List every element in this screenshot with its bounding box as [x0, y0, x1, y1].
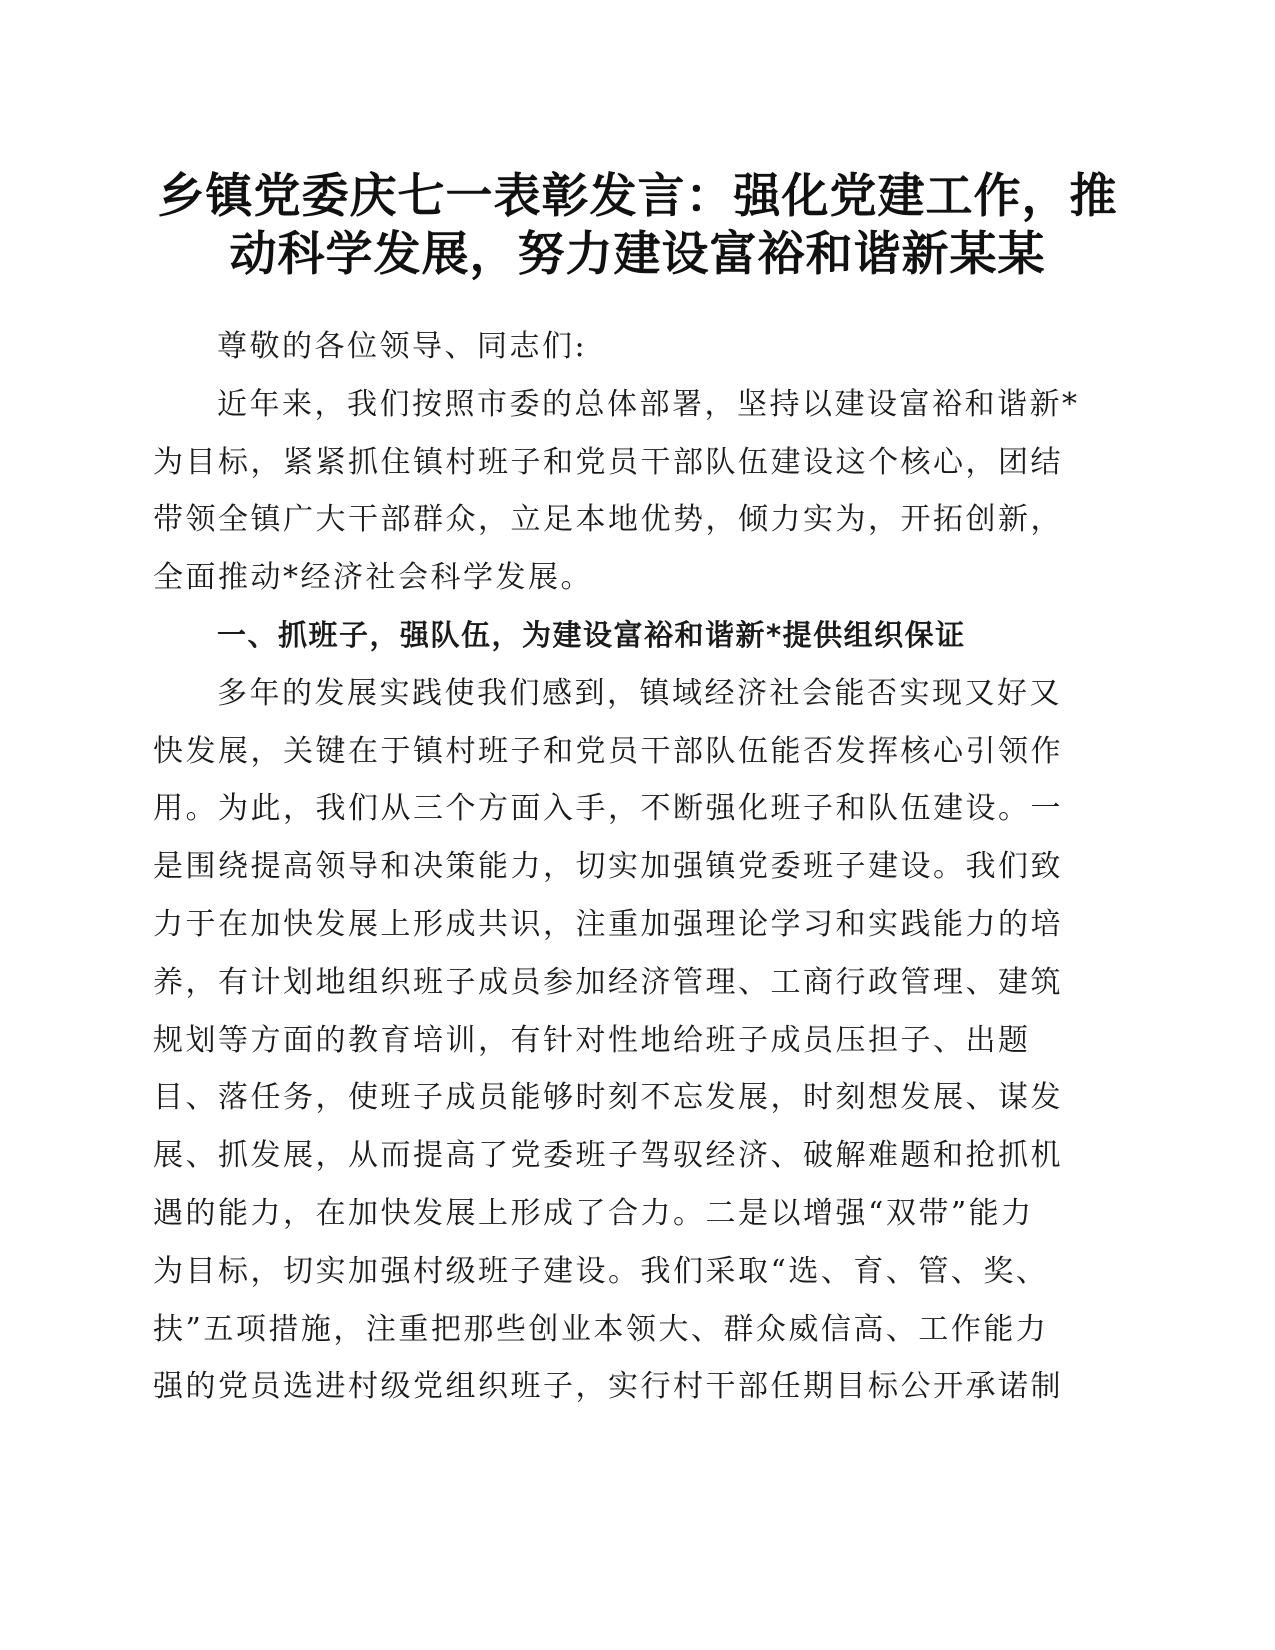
paragraph-line: 规划等方面的教育培训，有针对性地给班子成员压担子、出题 — [153, 1022, 1031, 1058]
paragraph-line: 扶”五项措施，注重把那些创业本领大、群众威信高、工作能力 — [153, 1311, 1049, 1347]
paragraph-line: 快发展，关键在于镇村班子和党员干部队伍能否发挥核心引领作 — [153, 733, 1063, 769]
paragraph-line: 目、落任务，使班子成员能够时刻不忘发展，时刻想发展、谋发 — [153, 1080, 1063, 1116]
paragraph-line: 力于在加快发展上形成共识，注重加强理论学习和实践能力的培 — [153, 906, 1063, 942]
paragraph-line: 为目标，切实加强村级班子建设。我们采取“选、育、管、奖、 — [153, 1253, 1049, 1289]
salutation: 尊敬的各位领导、同志们: — [217, 329, 588, 364]
paragraph-line: 全面推动*经济社会科学发展。 — [153, 560, 593, 596]
paragraph-line: 遇的能力，在加快发展上形成了合力。二是以增强“双带”能力 — [153, 1195, 1034, 1231]
paragraph-line: 展、抓发展，从而提高了党委班子驾驭经济、破解难题和抢抓机 — [153, 1138, 1063, 1174]
paragraph-line: 强的党员选进村级党组织班子，实行村干部任期目标公开承诺制 — [153, 1369, 1063, 1405]
document-title — [150, 168, 1125, 284]
section-heading: 一、抓班子，强队伍，为建设富裕和谐新*提供组织保证 — [217, 617, 966, 652]
paragraph-line: 近年来，我们按照市委的总体部署，坚持以建设富裕和谐新* — [217, 386, 1080, 422]
paragraph-line: 养，有计划地组织班子成员参加经济管理、工商行政管理、建筑 — [153, 964, 1063, 1000]
title-line-2: 动科学发展，努力建设富裕和谐新某某 — [229, 227, 1046, 282]
paragraph-line: 为目标，紧紧抓住镇村班子和党员干部队伍建设这个核心，团结 — [153, 444, 1063, 480]
paragraph-line: 多年的发展实践使我们感到，镇域经济社会能否实现又好又 — [217, 675, 1062, 711]
paragraph-line: 用。为此，我们从三个方面入手，不断强化班子和队伍建设。一 — [153, 791, 1063, 827]
title-line-1: 乡镇党委庆七一表彰发言：强化党建工作，推 — [157, 169, 1118, 224]
document-body — [153, 318, 1093, 1416]
paragraph-line: 是围绕提高领导和决策能力，切实加强镇党委班子建设。我们致 — [153, 849, 1063, 885]
paragraph-line: 带领全镇广大干部群众，立足本地优势，倾力实为，开拓创新， — [153, 502, 1063, 538]
